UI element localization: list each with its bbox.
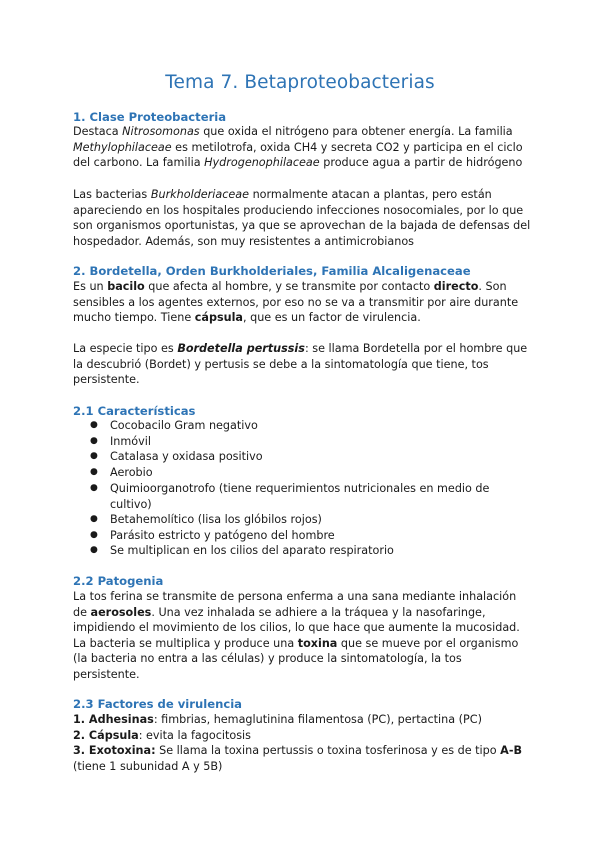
bullet-icon: ● (90, 483, 98, 493)
document-page: Tema 7. Betaproteobacterias 1. Clase Proteobacteria Destaca Nitrosomonas que oxida el nitrógeno para obtener energía. La familia Methylophilaceae es metilotrofa, oxida CH4 y secreta CO2 y participa en el ciclo del carbono. La familia Hydrogenophilaceae produce agua a partir de hidrógeno Las bacterias Burkholderiaceae normalmente atacan a plantas, pero están apareciendo en los hospitales produciendo infecciones nosocomiales, por lo que son organismos oportunistas, ya que se aprovechan de la bajada de defensas del hospedador. Además, son muy resistentes a antimicrobianos 2. Bordetella, Orden Burkholderiales, Familia Alcaligenaceae Es un bacilo que afecta al hombre, y se transmite por contacto directo. Son sensibles a los agentes externos, por eso no se va a transmitir por aire durante mucho tiempo. Tiene cápsula, que es un factor de virulencia. La especie tipo es Bordetella pertussis: se llama Bordetella por el hombre que la descubrió (Bordet) y pertusis se debe a la sintomatología que tiene, tos persistente. 2.1 Características ● Cocobacilo Gram negativo ● Inmóvil ● Catalasa y oxidasa positivo ● Aerobio ● Quimioorganotrofo (tiene requerimientos nutricionales en medio de cultivo) ● Betahemolítico (lisa los glóbilos rojos) ● Parásito estricto y patógeno del hombre ● Se multiplican en los cilios del aparato respiratorio 2.2 Patogenia La tos ferina se transmite de persona enferma a una sana mediante inhalación de aerosoles. Una vez inhalada se adhiere a la tráquea y la nasofaringe, impidiendo el movimiento de los cilios, lo que hace que aumente la mucosidad. La bacteria se multiplica y produce una toxina que se mueve por el organismo (la bacteria no entra a las células) y produce la sintomatología, la tos persistente. 2.3 Factores de virulencia 1. Adhesinas: fimbrias, hemaglutinina filamentosa (PC), pertactina (PC) 2. Cápsula: evita la fagocitosis 3. Exotoxina: Se llama la toxina pertussis o toxina tosferinosa y es de tipo A-B (tiene 1 subunidad A y 5B) (0, 0, 600, 848)
section-2-3-paragraph: 1. Adhesinas: fimbrias, hemaglutinina filamentosa (PC), pertactina (PC) 2. Cápsula: evita la fagocitosis 3. Exotoxina: Se llama la toxina pertussis o toxina tosferinosa y es de tipo A-B (tiene 1 subunidad A y 5B) (73, 713, 522, 773)
section-2-3-heading: 2.3 Factores de virulencia (73, 697, 242, 711)
bullet-icon: ● (90, 451, 98, 461)
section-2-1-heading: 2.1 Características (73, 404, 196, 418)
bullet-icon: ● (90, 514, 98, 524)
section-2-heading: 2. Bordetella, Orden Burkholderiales, Familia Alcaligenaceae (73, 264, 471, 278)
section-2-2-heading: 2.2 Patogenia (73, 574, 164, 588)
bullet-icon: ● (90, 436, 98, 446)
page-title: Tema 7. Betaproteobacterias (165, 72, 435, 93)
section-2-paragraph-1: Es un bacilo que afecta al hombre, y se transmite por contacto directo. Son sensibles a los agentes externos, por eso no se va a transmitir por aire durante mucho tiempo. Tiene cápsula, que es un factor de virulencia. (73, 280, 519, 325)
section-2-2-paragraph: La tos ferina se transmite de persona enferma a una sana mediante inhalación de aerosoles. Una vez inhalada se adhiere a la tráquea y la nasofaringe, impidiendo el movimiento de los cilios, lo que hace que aumente la mucosidad. La bacteria se multiplica y produce una toxina que se mueve por el organismo (la bacteria no entra a las células) y produce la sintomatología, la tos persistente. (73, 590, 520, 681)
bullet-icon: ● (90, 545, 98, 555)
bullet-icon: ● (90, 420, 98, 430)
section-1-paragraph-1: Destaca Nitrosomonas que oxida el nitrógeno para obtener energía. La familia Methylophilaceae es metilotrofa, oxida CH4 y secreta CO2 y participa en el ciclo del carbono. La familia Hydrogenophilaceae produce agua a partir de hidrógeno (73, 125, 523, 170)
bullet-icon: ● (90, 530, 98, 540)
section-2-paragraph-2: La especie tipo es Bordetella pertussis: se llama Bordetella por el hombre que la descubrió (Bordet) y pertusis se debe a la sintomatología que tiene, tos persistente. (73, 342, 528, 387)
bullet-icon: ● (90, 467, 98, 477)
section-1-heading: 1. Clase Proteobacteria (73, 110, 227, 124)
section-1-paragraph-2: Las bacterias Burkholderiaceae normalmente atacan a plantas, pero están apareciendo en los hospitales produciendo infecciones nosocomiales, por lo que son organismos oportunistas, ya que se aprovechan de la bajada de defensas del hospedador. Además, son muy resistentes a antimicrobianos (73, 188, 531, 248)
